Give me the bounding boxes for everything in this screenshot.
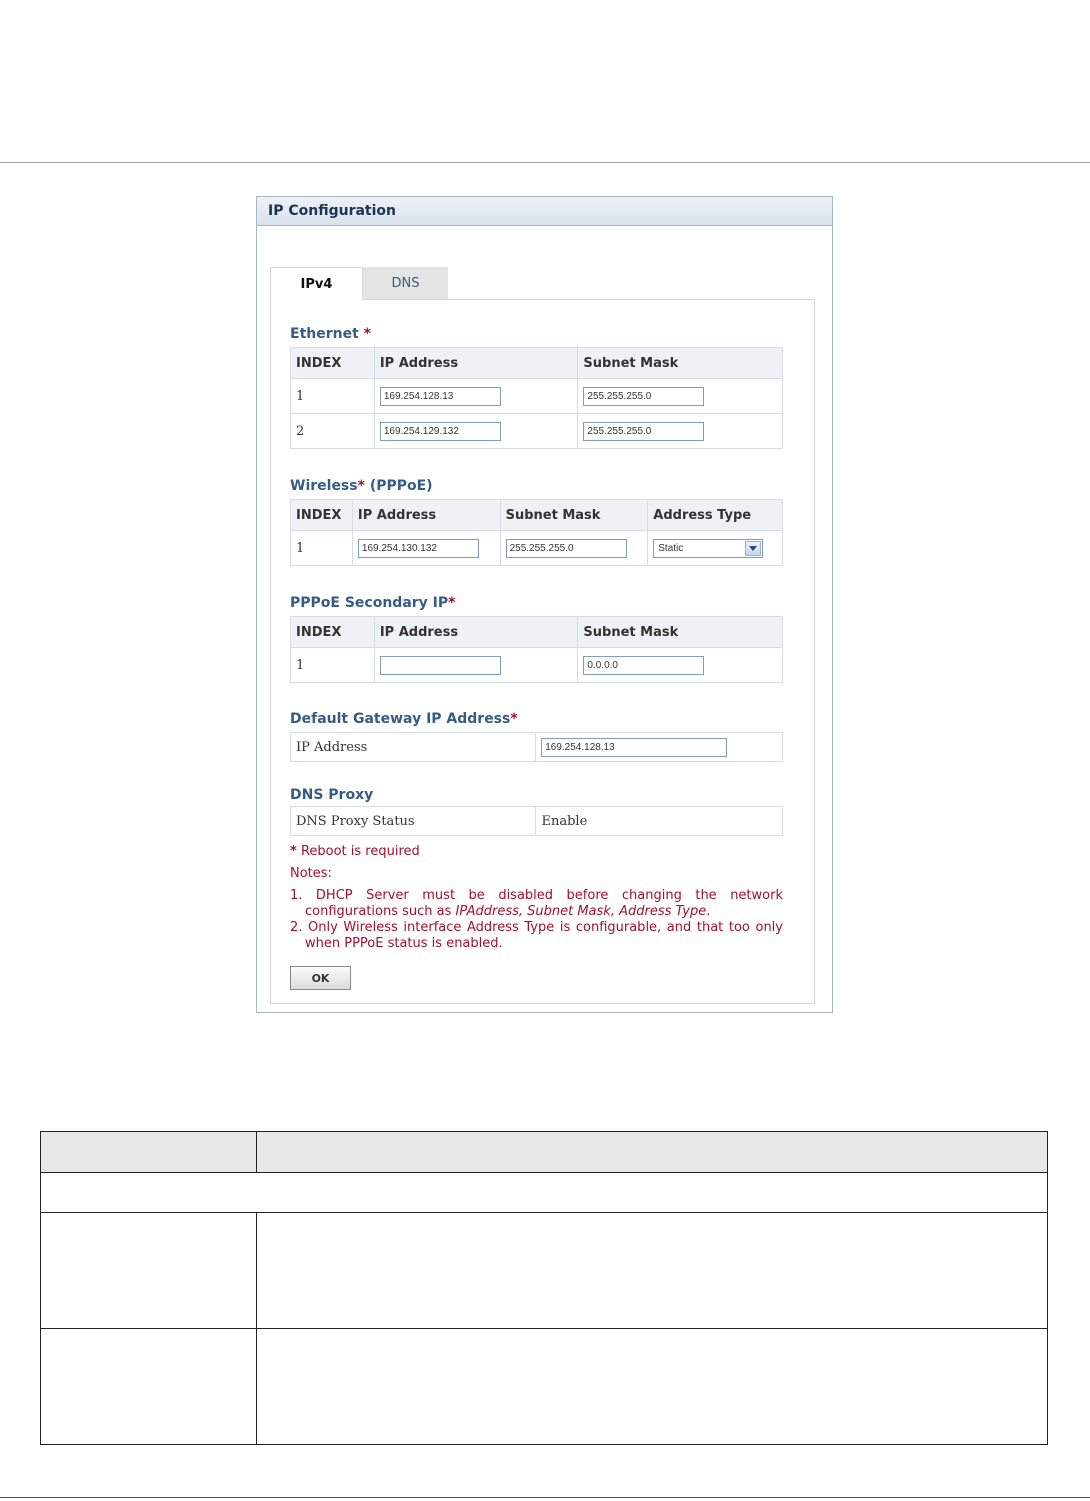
- default-gateway-title: Default Gateway IP Address: [290, 711, 511, 727]
- table-cell: [256, 1329, 1047, 1445]
- table-row: [41, 1213, 1048, 1329]
- table-row: [41, 1329, 1048, 1445]
- footer-divider: [0, 1497, 1090, 1498]
- wireless-section-title: [290, 478, 433, 494]
- table-row: [41, 1173, 1048, 1213]
- panel-title: IP Configuration: [257, 197, 832, 226]
- pppoe-secondary-title: PPPoE Secondary IP: [290, 595, 449, 611]
- ip-configuration-panel: [256, 196, 833, 1013]
- note-1-text: 1. DHCP Server must be disabled before changing the network configurations such as: [290, 888, 783, 919]
- parameter-table: [40, 1131, 1048, 1445]
- table-row: [291, 733, 783, 762]
- header-cell: [41, 1132, 257, 1173]
- table-row: [291, 807, 783, 836]
- required-mark: *: [510, 711, 518, 727]
- chevron-down-icon[interactable]: [745, 541, 761, 556]
- pppoe-secondary-table: [290, 616, 783, 683]
- default-gateway-ip-input[interactable]: [541, 738, 727, 757]
- required-mark: *: [357, 478, 365, 494]
- table-header-row: [291, 617, 783, 648]
- column-header-ip-address: IP Address: [352, 500, 500, 531]
- table-cell: [41, 1213, 257, 1329]
- wireless-table: [290, 499, 783, 566]
- ipv4-tab-content: [270, 299, 815, 1004]
- ethernet-2-mask-input[interactable]: [583, 422, 704, 441]
- address-type-selected-value: Static: [658, 542, 684, 554]
- ethernet-title: Ethernet: [290, 326, 359, 342]
- column-header-subnet-mask: Subnet Mask: [500, 500, 648, 531]
- section-cell: [41, 1173, 1048, 1213]
- table-row: [291, 379, 783, 414]
- wireless-ip-input[interactable]: [358, 539, 479, 558]
- reboot-required-note: [290, 844, 420, 859]
- notes-list: [290, 888, 783, 952]
- dns-proxy-title: DNS Proxy: [290, 787, 374, 803]
- column-header-index: INDEX: [291, 500, 353, 531]
- table-row: [291, 648, 783, 683]
- table-header-row: [291, 500, 783, 531]
- wireless-subtitle: (PPPoE): [369, 478, 433, 494]
- column-header-ip-address: IP Address: [374, 617, 578, 648]
- address-type-select[interactable]: [653, 539, 763, 558]
- table-row: [291, 531, 783, 566]
- pppoe-secondary-section-title: [290, 595, 455, 611]
- notes-label: Notes:: [290, 866, 332, 881]
- dns-proxy-status-label: DNS Proxy Status: [291, 807, 536, 836]
- dns-proxy-table: [290, 806, 783, 836]
- column-header-address-type: Address Type: [648, 500, 783, 531]
- required-mark: *: [290, 844, 297, 859]
- note-1-suffix: .: [706, 904, 711, 919]
- ethernet-section-title: [290, 326, 371, 342]
- required-mark: *: [448, 595, 456, 611]
- note-item: 2. Only Wireless interface Address Type is configurable, and that too only when PPPoE status is enabled.: [290, 920, 783, 951]
- table-cell: [41, 1329, 257, 1445]
- column-header-index: INDEX: [291, 348, 375, 379]
- wireless-title: Wireless: [290, 478, 358, 494]
- ethernet-1-ip-input[interactable]: [380, 387, 501, 406]
- dns-proxy-status-value: Enable: [536, 807, 783, 836]
- column-header-ip-address: IP Address: [374, 348, 578, 379]
- row-index: 1: [291, 379, 375, 414]
- table-header-row: [41, 1132, 1048, 1173]
- tab-ipv4[interactable]: IPv4: [270, 267, 363, 300]
- dns-proxy-section-title: [290, 787, 373, 803]
- pppoe-secondary-mask-input[interactable]: [583, 656, 704, 675]
- pppoe-secondary-ip-input[interactable]: [380, 656, 501, 675]
- header-divider: [0, 162, 1090, 163]
- reboot-text: Reboot is required: [300, 844, 420, 859]
- tab-dns[interactable]: DNS: [363, 267, 448, 300]
- table-row: [291, 414, 783, 449]
- ethernet-1-mask-input[interactable]: [583, 387, 704, 406]
- column-header-subnet-mask: Subnet Mask: [578, 348, 783, 379]
- ok-button[interactable]: OK: [290, 966, 351, 990]
- note-1-italic: IPAddress, Subnet Mask, Address Type: [455, 904, 707, 919]
- note-item: [290, 888, 783, 920]
- header-cell: [256, 1132, 1047, 1173]
- table-header-row: [291, 348, 783, 379]
- column-header-subnet-mask: Subnet Mask: [578, 617, 783, 648]
- default-gateway-section-title: [290, 711, 518, 727]
- wireless-mask-input[interactable]: [506, 539, 627, 558]
- default-gateway-table: [290, 732, 783, 762]
- default-gateway-label: IP Address: [291, 733, 536, 762]
- row-index: 2: [291, 414, 375, 449]
- required-mark: *: [363, 326, 371, 342]
- table-cell: [256, 1213, 1047, 1329]
- ethernet-table: [290, 347, 783, 449]
- ethernet-2-ip-input[interactable]: [380, 422, 501, 441]
- row-index: 1: [291, 531, 353, 566]
- row-index: 1: [291, 648, 375, 683]
- column-header-index: INDEX: [291, 617, 375, 648]
